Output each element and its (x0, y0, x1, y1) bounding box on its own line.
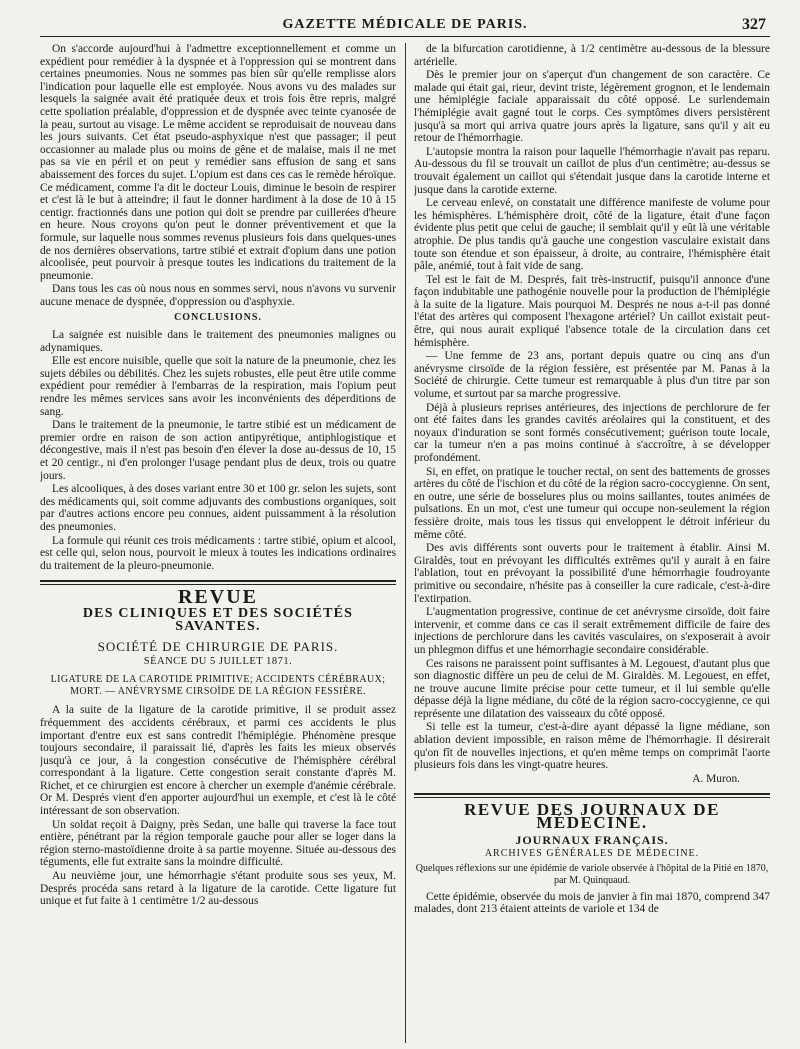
right-column (414, 43, 770, 1043)
section-rule (414, 793, 770, 795)
review-paragraph: Cette épidémie, observée du mois de janvier à fin mai 1870, comprend 347 malades, dont 213 étaient atteints de variole et 134 de (414, 890, 770, 916)
paragraph: La saignée est nuisible dans le traitement des pneumonies malignes ou adynamiques. (40, 329, 396, 354)
paragraph: On s'accorde aujourd'hui à l'admettre exceptionnellement et comme un expédient pour remédier à la dyspnée et à l'oppression qui se montrent dans certaines pneumonies. Nous ne sommes pas bien sûr qu'elle remplisse alors l'indication pour laquelle elle est employée. Nous avons vu des malades sur lesquels la saignée avait été pratiquée deux et trois fois être repris, malgré cette spoliation préalable, d'oppression et de dyspnée avec teinte cyanosée de la peau, surtout au visage. Le même accident se reproduisait de nouveau dans les jours suivants. Cet état pseudo-asphyxique n'est que passager; il peut occasionner au malade plus ou moins de gêne et de malaise, mais il ne met pas sa vie en péril et on peut y remédier sans effusion de sang et sans abaissement des forces du sujet. L'opium est dans ces cas le remède héroïque. Ce médicament, comme l'a dit le docteur Louis, diminue le besoin de respirer et c'est là le but à atteindre; il faut le donner hardiment à la dose de 10 à 15 centigr. fractionnés dans une potion qui doit se prendre par cuillerées d'heure en heure. Nous croyons qu'on peut le donner préventivement et que la formule, sur laquelle nous sommes revenus plusieurs fois dans quelques-unes de nos dernières observations, tartre stibié et extrait d'opium dans une potion alcoolisée, peut pourvoir à presque toutes les indications du traitement de la pneumonie. (40, 43, 396, 282)
paragraph: L'augmentation progressive, continue de cet anévrysme cirsoïde, doit faire intervenir, et comme dans ce cas il serait extrêmement difficile de faire des injections de perchlorure dans les cavités vasculaires, on s'exposerait à avoir un phlegmon diffus et une hémorrhagie secondaire considérable. (414, 606, 770, 656)
section-rule (40, 580, 396, 582)
columns (40, 43, 770, 1043)
paragraph: — Une femme de 23 ans, portant depuis quatre ou cinq ans d'un anévrysme cirsoïde de la région fessière, est présentée par M. Panas à la Société de chirurgie. Cette tumeur est remarquable à plus d'un titre par son volume, et surtout par sa marche progressive. (414, 350, 770, 401)
paragraph: Déjà à plusieurs reprises antérieures, des injections de perchlorure de fer ont été faites dans les grandes cavités aréolaires qui la constituent, et des noyaux d'induration se sont formés consécutivement; guérison toute locale, car la tumeur n'en a pas moins continué à s'accroître, à se développer profondément. (414, 401, 770, 464)
session-date: SÉANCE DU 5 JUILLET 1871. (143, 655, 293, 667)
paragraph: L'autopsie montra la raison pour laquelle l'hémorrhagie n'avait pas reparu. Au-dessous du fil se trouvait un caillot de plus d'un centimètre; au-dessus se trouvait également un caillot qui s'étendait jusque dans la carotide interne et jusque dans la carotide externe. (414, 145, 770, 196)
page-number: 327 (742, 16, 766, 33)
paragraph: Des avis différents sont ouverts pour le traitement à établir. Ainsi M. Giraldès, tout en prévoyant les difficultés extrêmes qu'il y aurait à en faire l'ablation, tout en prévoyant la possibilité d'une hémorrhagie foudroyante primitive ou secondaire, n'hésite pas à conseiller la cure radicale, c'est-à-dire l'extirpation. (414, 542, 770, 605)
paragraph: Au neuvième jour, une hémorrhagie s'étant produite sous ses yeux, M. Després procéda sans retard à la ligature de la carotide. Cette ligature fut unique et fut faite à 1 centimètre 1/2 au-dessous (40, 870, 396, 908)
paragraph: Un soldat reçoit à Daigny, près Sedan, une balle qui traverse la face tout entière, pénétrant par la région temporale gauche pour aller se loger dans la région sterno-mastoïdienne droite à sa partie moyenne. Située au-dessous des téguments, elle fut extraite sans la moindre difficulté. (40, 818, 396, 869)
paragraph: La formule qui réunit ces trois médicaments : tartre stibié, opium et alcool, est celle qui, selon nous, pourvoit le mieux à toutes les indications ordinaires du traitement de la pleuro-pneumonie. (40, 534, 396, 572)
revue-subtitle: DES CLINIQUES ET DES SOCIÉTÉS SAVANTES. (82, 605, 354, 634)
review-subtitle: JOURNAUX FRANÇAIS. (515, 832, 669, 847)
paragraph: Ces raisons ne paraissent point suffisantes à M. Legouest, d'autant plus que son diagnostic diffère un peu de celui de M. Giraldès. M. Legouest, en effet, ne trouve aucune limite précise pour cette tumeur, et il lui semble qu'elle dépasse déjà la ligne médiane, du côté de la région sacro-coccygienne, ce qui représente une dilatation des vaisseaux du côté opposé. (414, 657, 770, 720)
paragraph: Le cerveau enlevé, on constatait une différence manifeste de volume pour les hémisphères. L'hémisphère droit, côté de la ligature, était d'une façon évidente plus petit que celui de gauche; il semblait qu'il y eût là une véritable atrophie. De plus tandis qu'à gauche une congestion vasculaire existait dans toute son étendue et son épaisseur, à droite, au contraire, l'hémisphère était pâle, anémié, tout à fait vide de sang. (414, 197, 770, 273)
paragraph: de la bifurcation carotidienne, à 1/2 centimètre au-dessous de la blessure artérielle. (414, 43, 770, 68)
review-title: REVUE DES JOURNAUX DE MÉDECINE. (464, 800, 720, 833)
paragraph: Les alcooliques, à des doses variant entre 30 et 100 gr. selon les sujets, sont des médicaments qui, soit comme adjuvants des combustions organiques, soit par d'autres actions encore peu connues, aident puissamment à la résolution des pneumonies. (40, 483, 396, 533)
column-divider (405, 43, 406, 1043)
conclusions-heading: CONCLUSIONS. (174, 312, 262, 324)
page-header (40, 14, 770, 37)
paragraph: Dans le traitement de la pneumonie, le tartre stibié est un médicament de premier ordre en raison de son action antipyrétique, antiphlogistique et décongestive, mais il n'est pas besoin d'en élever la dose au-dessus de 10, 15 et 20 centigr., ni d'en prolonger l'usage pendant plus de deux, trois ou quatre jours. (40, 419, 396, 482)
journal-title: GAZETTE MÉDICALE DE PARIS. (282, 17, 528, 32)
section-rule (40, 584, 396, 585)
paragraph: Tel est le fait de M. Després, fait très-instructif, puisqu'il annonce d'une façon indubitable une pathogénie nouvelle pour la production de l'hémiplégie à la suite de la ligature. Mais pourquoi M. Després ne nous a-t-il pas donné l'état des artères qui composent l'hexagone artériel? Un caillot existait peut-être, qui nous aurait expliqué l'absence totale de la circulation dans cet hémisphère. (414, 273, 770, 349)
paragraph: A la suite de la ligature de la carotide primitive, il se produit assez fréquemment des accidents cérébraux, et parmi ces accidents le plus important d'entre eux est sans contredit l'hémiplégie. Phénomène presque toujours secondaire, il paraissait lié, d'après les faits les mieux observés jusqu'à ce jour, à la congestion consécutive de l'hémisphère cérébral correspondant à la ligature. Cette congestion serait constante d'après M. Richet, et ce chirurgien est encore à chercher un exemple d'anémie cérébrale. Or M. Després vient d'en apporter aujourd'hui un exemple, et c'est là le côté intéressant de son observation. (40, 704, 396, 818)
society-name: SOCIÉTÉ DE CHIRURGIE DE PARIS. (97, 639, 339, 655)
paragraph: Dès le premier jour on s'aperçut d'un changement de son caractère. Ce malade qui était gai, rieur, devint triste, légèrement grognon, et le lendemain une hémiplégie faciale apparaissait du côté opposé. Le surlendemain l'hémiplégie avait gagné tout le corps. Ces symptômes divers persistèrent jusqu'à sa mort qui arriva quatre jours après la ligature, sans qu'il y ait eu retour de l'hémorrhagie. (414, 69, 770, 145)
paragraph: Dans tous les cas où nous nous en sommes servi, nous n'avons vu survenir aucune menace de dyspnée, d'oppression ou d'asphyxie. (40, 283, 396, 308)
paragraph: Si telle est la tumeur, c'est-à-dire ayant dépassé la ligne médiane, son ablation devient impossible, en raison même de l'hémorrhagie. Il désirerait qu'on fît de nouvelles injections, et qu'en même temps on comprimât l'aorte plusieurs fois dans les vingt-quatre heures. (414, 721, 770, 772)
article-paragraphs (40, 704, 396, 908)
review-article-title: Quelques réflexions sur une épidémie de variole observée à l'hôpital de la Pitié en 1870, par M. Quinquaud. (415, 862, 769, 886)
paragraph: Si, en effet, on pratique le toucher rectal, on sent des battements de grosses artères du côté de l'ischion et du côté de la région sacro-coccygienne. On sent, en outre, une série de bosselures plus ou moins saillantes, toutes animées de pulsations. En un mot, c'est une tumeur qui occupe non-seulement la région fessière droite, mais tous les tissus qui enveloppent le détroit inférieur du même côté. (414, 465, 770, 541)
right-paragraphs (414, 43, 770, 772)
revue-title: REVUE (177, 586, 258, 609)
paragraph: Elle est encore nuisible, quelle que soit la nature de la pneumonie, chez les sujets débiles ou débilités. Chez les sujets robustes, elle peut être utile comme expédient pour remédier à l'embarras de la respiration, mais l'opium peut rendre les mêmes services sans avoir les inconvénients des déperditions de sang. (40, 355, 396, 418)
section-rule (414, 797, 770, 798)
left-column (40, 43, 396, 1043)
article-title: LIGATURE DE LA CAROTIDE PRIMITIVE; ACCIDENTS CÉRÉBRAUX; MORT. — ANÉVRYSME CIRSOÏDE DE LA RÉGION FESSIÈRE. (50, 674, 386, 698)
left-top-paragraphs (40, 43, 396, 308)
conclusions-paragraphs (40, 329, 396, 572)
signature: A. Muron. (692, 772, 740, 785)
review-section: ARCHIVES GÉNÉRALES DE MÉDECINE. (484, 848, 700, 860)
